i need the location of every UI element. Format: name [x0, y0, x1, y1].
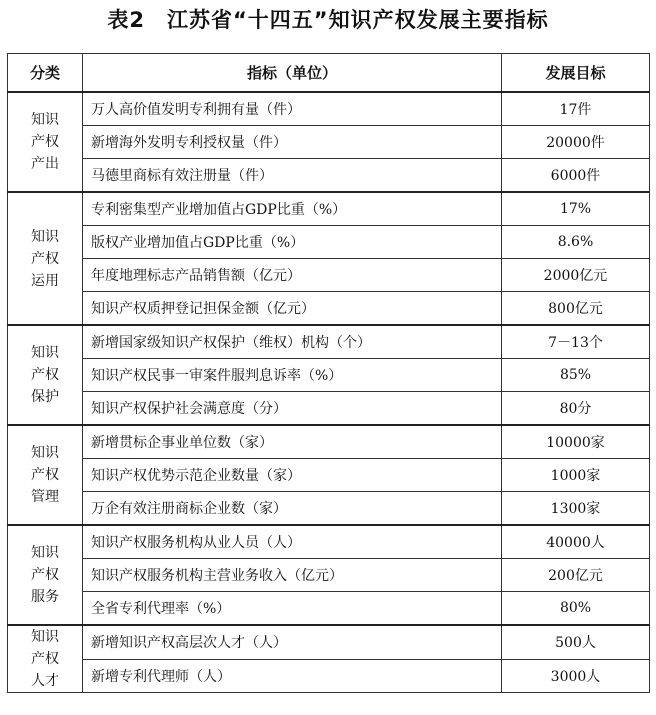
- category-label-line: 管理: [31, 489, 59, 505]
- indicators-table: [7, 53, 650, 693]
- category-cell: [8, 192, 83, 325]
- target-cell: 17件: [502, 92, 650, 126]
- category-label-line: 人才: [31, 673, 59, 689]
- indicator-cell: 马德里商标有效注册量（件）: [83, 159, 502, 193]
- category-label-line: 知识: [31, 445, 59, 461]
- category-label-line: 服务: [31, 589, 59, 605]
- category-label-line: 知识: [31, 545, 59, 561]
- target-cell: 2000亿元: [502, 259, 650, 292]
- table-row: [8, 459, 650, 492]
- target-cell: 3000人: [502, 659, 650, 693]
- category-cell: [8, 425, 83, 525]
- indicator-cell: 新增贯标企事业单位数（家）: [83, 425, 502, 459]
- header-indicator: 指标（单位）: [83, 54, 502, 93]
- target-cell: 500人: [502, 625, 650, 659]
- table-row: [8, 625, 650, 659]
- category-label-line: 保护: [31, 389, 59, 405]
- category-label-line: 知识: [31, 629, 59, 645]
- target-cell: 1300家: [502, 492, 650, 526]
- indicator-cell: 版权产业增加值占GDP比重（%）: [83, 226, 502, 259]
- header-category: 分类: [8, 54, 83, 93]
- category-label-line: 产出: [31, 156, 59, 172]
- indicator-cell: 全省专利代理率（%）: [83, 592, 502, 626]
- indicator-cell: 新增海外发明专利授权量（件）: [83, 126, 502, 159]
- category-label-line: 知识: [31, 345, 59, 361]
- category-label-line: 产权: [31, 134, 59, 150]
- indicator-cell: 专利密集型产业增加值占GDP比重（%）: [83, 192, 502, 226]
- indicator-cell: 万企有效注册商标企业数（家）: [83, 492, 502, 526]
- indicator-cell: 新增知识产权高层次人才（人）: [83, 625, 502, 659]
- indicator-cell: 知识产权优势示范企业数量（家）: [83, 459, 502, 492]
- indicator-cell: 知识产权质押登记担保金额（亿元）: [83, 292, 502, 326]
- table-row: [8, 659, 650, 693]
- table-row: [8, 592, 650, 626]
- category-cell: [8, 92, 83, 192]
- table-row: [8, 325, 650, 359]
- indicator-cell: 新增专利代理师（人）: [83, 659, 502, 693]
- category-cell: [8, 325, 83, 425]
- target-cell: 7－13个: [502, 325, 650, 359]
- table-row: [8, 559, 650, 592]
- indicator-cell: 年度地理标志产品销售额（亿元）: [83, 259, 502, 292]
- table-body: [8, 92, 650, 693]
- target-cell: 1000家: [502, 459, 650, 492]
- table-row: [8, 92, 650, 126]
- target-cell: 17%: [502, 192, 650, 226]
- target-cell: 85%: [502, 359, 650, 392]
- target-cell: 8.6%: [502, 226, 650, 259]
- category-label-line: 知识: [31, 228, 59, 245]
- category-label-line: 知识: [31, 112, 59, 128]
- target-cell: 200亿元: [502, 559, 650, 592]
- indicator-cell: 知识产权保护社会满意度（分）: [83, 392, 502, 426]
- indicator-cell: 知识产权服务机构从业人员（人）: [83, 525, 502, 559]
- target-cell: 20000件: [502, 126, 650, 159]
- indicator-cell: 万人高价值发明专利拥有量（件）: [83, 92, 502, 126]
- category-label-line: 产权: [31, 367, 59, 383]
- target-cell: 10000家: [502, 425, 650, 459]
- header-target: 发展目标: [502, 54, 650, 93]
- category-label-line: 产权: [31, 250, 59, 267]
- table-row: [8, 359, 650, 392]
- indicator-cell: 新增国家级知识产权保护（维权）机构（个）: [83, 325, 502, 359]
- table-row: [8, 192, 650, 226]
- table-row: [8, 292, 650, 326]
- table-row: [8, 259, 650, 292]
- table-row: [8, 425, 650, 459]
- category-label-line: 运用: [31, 272, 59, 289]
- table-row: [8, 492, 650, 526]
- indicator-cell: 知识产权民事一审案件服判息诉率（%）: [83, 359, 502, 392]
- target-cell: 6000件: [502, 159, 650, 193]
- category-label-line: 产权: [31, 567, 59, 583]
- target-cell: 800亿元: [502, 292, 650, 326]
- table-row: [8, 525, 650, 559]
- table-row: [8, 159, 650, 193]
- table-title: 表2 江苏省“十四五”知识产权发展主要指标: [107, 8, 549, 32]
- header-row: [8, 54, 650, 93]
- table-row: [8, 126, 650, 159]
- target-cell: 40000人: [502, 525, 650, 559]
- category-cell: [8, 525, 83, 625]
- table-row: [8, 226, 650, 259]
- table-row: [8, 392, 650, 426]
- category-label-line: 产权: [31, 467, 59, 483]
- category-label-line: 产权: [31, 651, 59, 667]
- indicator-cell: 知识产权服务机构主营业务收入（亿元）: [83, 559, 502, 592]
- category-cell: [8, 625, 83, 693]
- target-cell: 80分: [502, 392, 650, 426]
- target-cell: 80%: [502, 592, 650, 626]
